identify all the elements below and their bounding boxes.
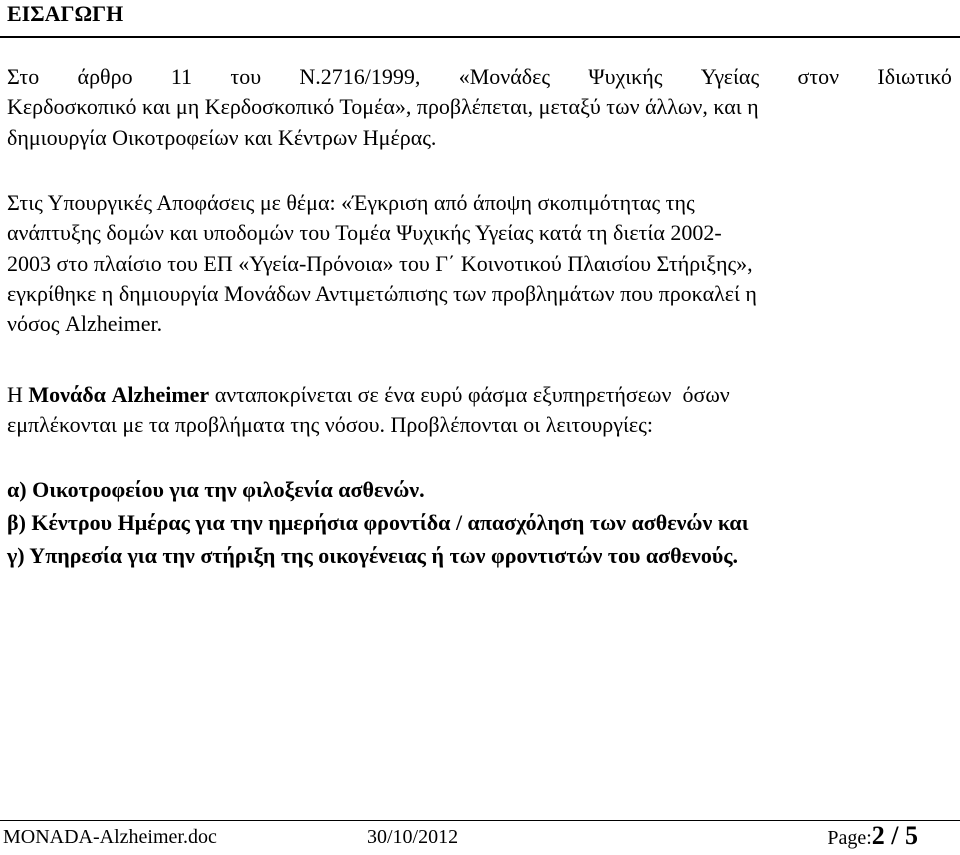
- word: Στο: [7, 64, 40, 89]
- paragraph-alzheimer-unit: [7, 380, 952, 441]
- footer-page-number: 2 / 5: [871, 821, 918, 850]
- footer-page-indicator: [827, 821, 918, 851]
- list-item: β) Κέντρου Ημέρας για την ημερήσια φροντίδα / απασχόληση των ασθενών και: [7, 510, 749, 535]
- text-fragment: ανταποκρίνεται σε ένα ευρύ φάσμα εξυπηρετήσεων όσων: [214, 382, 730, 407]
- heading-divider: [0, 36, 960, 38]
- footer-date: 30/10/2012: [367, 826, 459, 848]
- paragraph-line: εγκρίθηκε η δημιουργία Μονάδων Αντιμετώπισης των προβλημάτων που προκαλεί η: [7, 280, 757, 306]
- page-footer: [0, 820, 960, 855]
- word: άρθρο: [77, 64, 133, 89]
- section-heading: ΕΙΣΑΓΩΓΗ: [7, 1, 124, 26]
- list-item: α) Οικοτροφείου για την φιλοξενία ασθενών.: [7, 477, 425, 502]
- bold-term: Μονάδα Alzheimer: [28, 382, 210, 407]
- paragraph-line: ανάπτυξης δομών και υποδομών του Τομέα Ψυχικής Υγείας κατά τη διετία 2002-: [7, 220, 722, 246]
- paragraph-line: εμπλέκονται με τα προβλήματα της νόσου. Προβλέπονται οι λειτουργίες:: [7, 412, 653, 438]
- paragraph-ministerial-decisions: [7, 188, 952, 339]
- paragraph-line: Κερδοσκοπικό και μη Κερδοσκοπικό Τομέα», προβλέπεται, μεταξύ των άλλων, και η: [7, 94, 759, 120]
- word: «Μονάδες: [458, 64, 551, 89]
- paragraph-line: νόσος Alzheimer.: [7, 311, 163, 337]
- word: του: [230, 64, 262, 89]
- paragraph-line: [7, 380, 952, 410]
- word: Ν.2716/1999,: [299, 64, 421, 89]
- list-item: γ) Υπηρεσία για την στήριξη της οικογένειας ή των φροντιστών του ασθενούς.: [7, 543, 739, 568]
- word: στον: [797, 64, 840, 89]
- paragraph-law-reference: [7, 62, 952, 153]
- functions-list: [7, 473, 952, 572]
- word: Ψυχικής: [588, 64, 663, 89]
- word: Ιδιωτικό: [877, 64, 952, 89]
- paragraph-line: δημιουργία Οικοτροφείων και Κέντρων Ημέρας.: [7, 124, 437, 150]
- word: Υγείας: [700, 64, 760, 89]
- paragraph-line: [7, 62, 952, 92]
- footer-page-label: Page:: [827, 827, 872, 849]
- text-fragment: Η: [7, 382, 23, 407]
- word: 11: [170, 64, 193, 89]
- paragraph-line: 2003 στο πλαίσιο του ΕΠ «Υγεία-Πρόνοια» του Γ΄ Κοινοτικού Πλαισίου Στήριξης»,: [7, 250, 753, 276]
- footer-filename: MONADA-Alzheimer.doc: [3, 826, 217, 848]
- paragraph-line: Στις Υπουργικές Αποφάσεις με θέμα: «Έγκριση από άποψη σκοπιμότητας της: [7, 190, 695, 215]
